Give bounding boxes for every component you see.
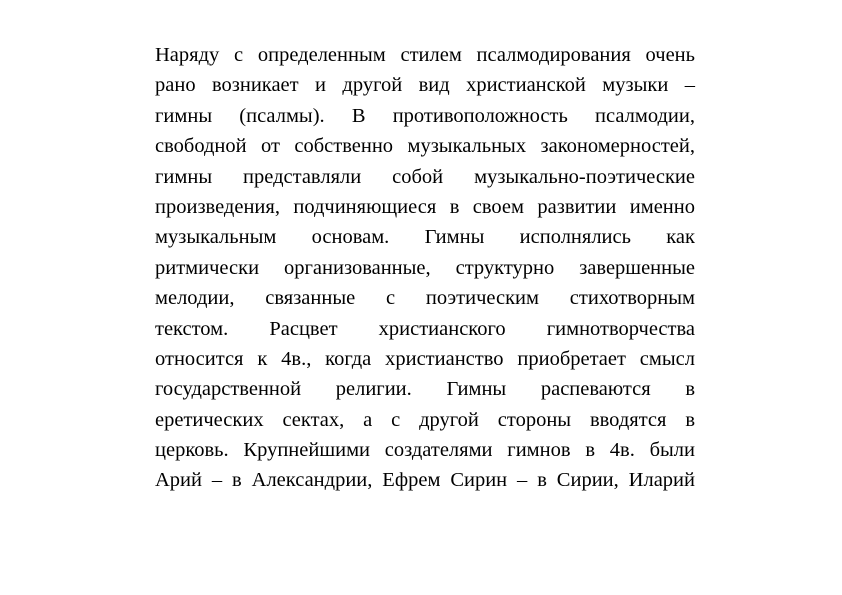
text-line: рано возникает и другой вид христианской музыки – [155, 74, 695, 97]
text-line: гимны представляли собой музыкально-поэтические [155, 165, 695, 188]
text-line: государственной религии. Гимны распеваются в [155, 378, 695, 401]
text-line: относится к 4в., когда христианство приобретает смысл [155, 347, 695, 370]
body-paragraph [155, 40, 695, 496]
text-line: текстом. Расцвет христианского гимнотворчества [155, 317, 695, 340]
text-line: Наряду с определенным стилем псалмодирования очень [155, 44, 695, 66]
text-line: Арий – в Александрии, Ефрем Сирин – в Сирии, Иларий [155, 469, 695, 492]
text-line: музыкальным основам. Гимны исполнялись как [155, 226, 695, 249]
text-line: еретических сектах, а с другой стороны вводятся в [155, 408, 695, 431]
text-line: гимны (псалмы). В противоположность псалмодии, [155, 104, 695, 127]
text-line: церковь. Крупнейшими создателями гимнов в 4в. были [155, 439, 695, 462]
text-line: ритмически организованные, структурно завершенные [155, 256, 695, 279]
text-line: мелодии, связанные с поэтическим стихотворным [155, 287, 695, 310]
text-line: свободной от собственно музыкальных закономерностей, [155, 135, 695, 158]
text-line: произведения, подчиняющиеся в своем развитии именно [155, 195, 695, 218]
